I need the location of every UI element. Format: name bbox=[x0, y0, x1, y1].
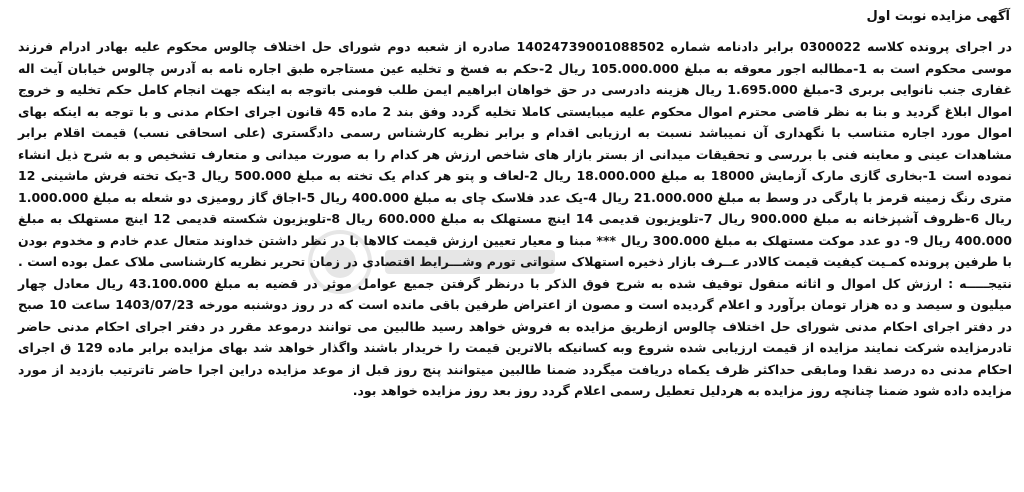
notice-body: در اجرای پرونده کلاسه 0300022 برابر دادنامه شماره 14024739001088502 صادره از شعبه دوم شورای حل اختلاف چالوس محکوم علیه بهادر ادرام فرزند موسی محکوم است به 1-مطالبه اجور معوقه به مبلغ 105.000.000 ریال 2-حکم به فسخ و تخلیه عین مستاجره طبق اجاره نامه به آدرس چالوس خیابان آیت اله غفاری جنب نانوایی بربری 3-مبلغ 1.695.000 ریال هزینه دادرسی در حق خواهان ابراهیم ایمن طلب فومنی باتوجه به اینکه جهت انجام کامل حکم تخلیه و خروج اموال ابلاغ گردید و بنا به نظر قاضی محترم اموال محکوم علیه میبایستی کاملا تخلیه گردد وفق بند 2 ماده 45 قانون اجرای احکام مدنی و با توجه به اینکه بهای اموال مورد اجاره متناسب با نگهداری آن نمیباشد نسبت به ارزیابی اقدام و برابر نظریه کارشناس رسمی دادگستری (علی اسحاقی نسب) قیمت اقلام برابر مشاهدات عینی و معاینه فنی با بررسی و تحقیقات میدانی از بستر بازار های شاخص ارزش هر کدام را به صورت میدانی و متعارف تشخیص و به شرح ذیل انشاء نموده است 1-بخاری گازی مارک آزمایش 18000 به مبلغ 18.000.000 ریال 2-لعاف و پتو هر کدام یک تخته به مبلغ 500.000 ریال 3-یک تخته فرش ماشینی 12 متری رنگ زمینه قرمز با پارگی در وسط به مبلغ 21.000.000 ریال 4-یک عدد فلاسک چای به مبلغ 400.000 ریال 5-اجاق گاز رومیزی دو شعله به مبلغ 1.000.000 ریال 6-ظروف آشپزخانه به مبلغ 900.000 ریال 7-تلویزیون قدیمی 14 اینچ مستهلک به مبلغ 600.000 ریال 8-تلویزیون شکسته قدیمی 12 اینچ مستهلک به مبلغ 400.000 ریال 9- دو عدد موکت مستهلک به مبلغ 300.000 ریال *** مبنا و معیار تعیین ارزش قیمت کالاها با در نظر داشتن خداوند متعال عدم خادم و مخدوم بودن با طرفین پرونده کمـیت کیفیت قیمت کالادر عــرف بازار ذخیره استهلاک سنواتی تورم وشـــرایط اقتصادی در زمان تحریر نظریه کارشناسی ملاک عمل بوده است . نتیجـــــه : ارزش کل اموال و اثاثه منقول توقیف شده به شرح فوق الذکر با درنظر گرفتن جمیع عوامل موثر در قضیه به مبلغ 43.100.000 ریال معادل چهار میلیون و سیصد و ده هزار تومان برآورد و اعلام گردیده است و مصون از اعتراض طرفین باقی مانده است که در روز دوشنبه مورخه 1403/07/23 ساعت 10 صبح در دفتر اجرای احکام مدنی شورای حل اختلاف چالوس ازطریق مزایده به فروش خواهد رسید طالبین می توانند درموعد مقرر در دفتر اجرای احکام مدنی حاضر تادرمزایده شرکت نمایند مزایده از قیمت ارزیابی شده شروع وبه کسانیکه بالاترین قیمت را خریدار باشند واگذار خواهد شد بهای مزایده برابر ماده 129 ق اجرای احکام مدنی ده درصد نقدا وما‌بقی حداکثر ظرف یکماه دریافت میگردد ضمنا طالبین میتوانند پنج روز قبل از موعد مزایده دراین اجرا حاضر تاترتیب بازدید از مورد مزایده داده شود ضمنا چنانچه روز مزایده به هردلیل تعطیل رسمی اعلام گردد روز بعد روز مزایده خواهد بود. bbox=[18, 39, 1013, 398]
auction-notice bbox=[18, 6, 1012, 402]
notice-title: آگهی مزایده نوبت اول bbox=[866, 9, 1010, 24]
